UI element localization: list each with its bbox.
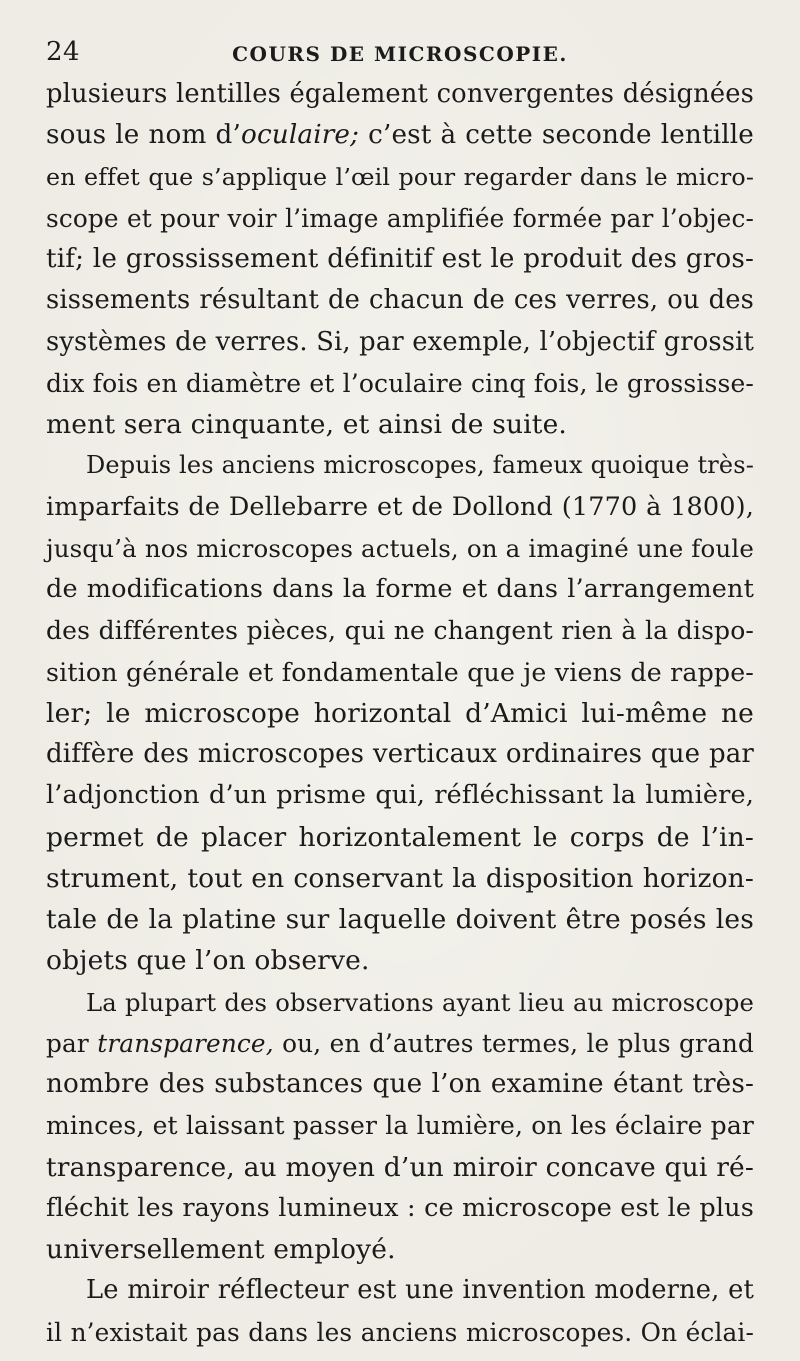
text-line: tale de la platine sur laquelle doivent être posés les (46, 904, 754, 935)
text-line: l’adjonction d’un prisme qui, réfléchissant la lumière, (46, 780, 754, 811)
text-line: des différentes pièces, qui ne changent rien à la dispo- (46, 616, 754, 646)
text-line: scope et pour voir l’image amplifiée formée par l’objec- (46, 203, 754, 233)
text-line: sissements résultant de chacun de ces verres, ou des (46, 285, 754, 316)
text-line: par transparence, ou, en d’autres termes, le plus grand (46, 1028, 754, 1058)
page-number: 24 (46, 37, 81, 67)
paragraph-start-line: Depuis les anciens microscopes, fameux quoique très- (86, 451, 754, 480)
text-line: minces, et laissant passer la lumière, on les éclaire par (46, 1111, 754, 1141)
paragraph-end-line: ment sera cinquante, et ainsi de suite. (46, 409, 567, 440)
text-line: il n’existait pas dans les anciens microscopes. On éclai- (46, 1317, 754, 1347)
body-text (46, 74, 754, 1353)
text-line: nombre des substances que l’on examine étant très- (46, 1069, 754, 1099)
text-line: imparfaits de Dellebarre et de Dollond (1770 à 1800), (46, 491, 754, 522)
text-line: strument, tout en conservant la disposition horizon- (46, 862, 754, 894)
text-line: ler; le microscope horizontal d’Amici lui-même ne (46, 697, 754, 729)
running-head: COURS DE MICROSCOPIE. (232, 42, 568, 66)
text-line: systèmes de verres. Si, par exemple, l’objectif grossit (46, 326, 754, 357)
text-line: sous le nom d’oculaire; c’est à cette seconde lentille (46, 120, 754, 151)
text-line: plusieurs lentilles également convergentes désignées (46, 79, 754, 109)
paragraph-start-line: La plupart des observations ayant lieu au microscope (86, 987, 754, 1017)
paragraph-end-line: objets que l’on observe. (46, 945, 370, 977)
text-line: de modifications dans la forme et dans l’arrangement (46, 574, 754, 604)
text-line: fléchit les rayons lumineux : ce microscope est le plus (46, 1192, 754, 1223)
text-line: transparence, au moyen d’un miroir concave qui ré- (46, 1151, 754, 1183)
text-line: dix fois en diamètre et l’oculaire cinq fois, le grossisse- (46, 368, 754, 398)
text-line: en effet que s’applique l’œil pour regarder dans le micro- (46, 162, 754, 191)
text-line: permet de placer horizontalement le corps de l’in- (46, 821, 754, 853)
text-line: diffère des microscopes verticaux ordinaires que par (46, 739, 754, 769)
paragraph-start-line: Le miroir réflecteur est une invention moderne, et (86, 1275, 754, 1306)
text-line: tif; le grossissement définitif est le produit des gros- (46, 244, 754, 274)
text-line: sition générale et fondamentale que je viens de rappe- (46, 657, 754, 687)
page-header (46, 34, 754, 70)
paragraph-end-line: universellement employé. (46, 1234, 396, 1265)
text-line: jusqu’à nos microscopes actuels, on a imaginé une foule (46, 533, 754, 563)
